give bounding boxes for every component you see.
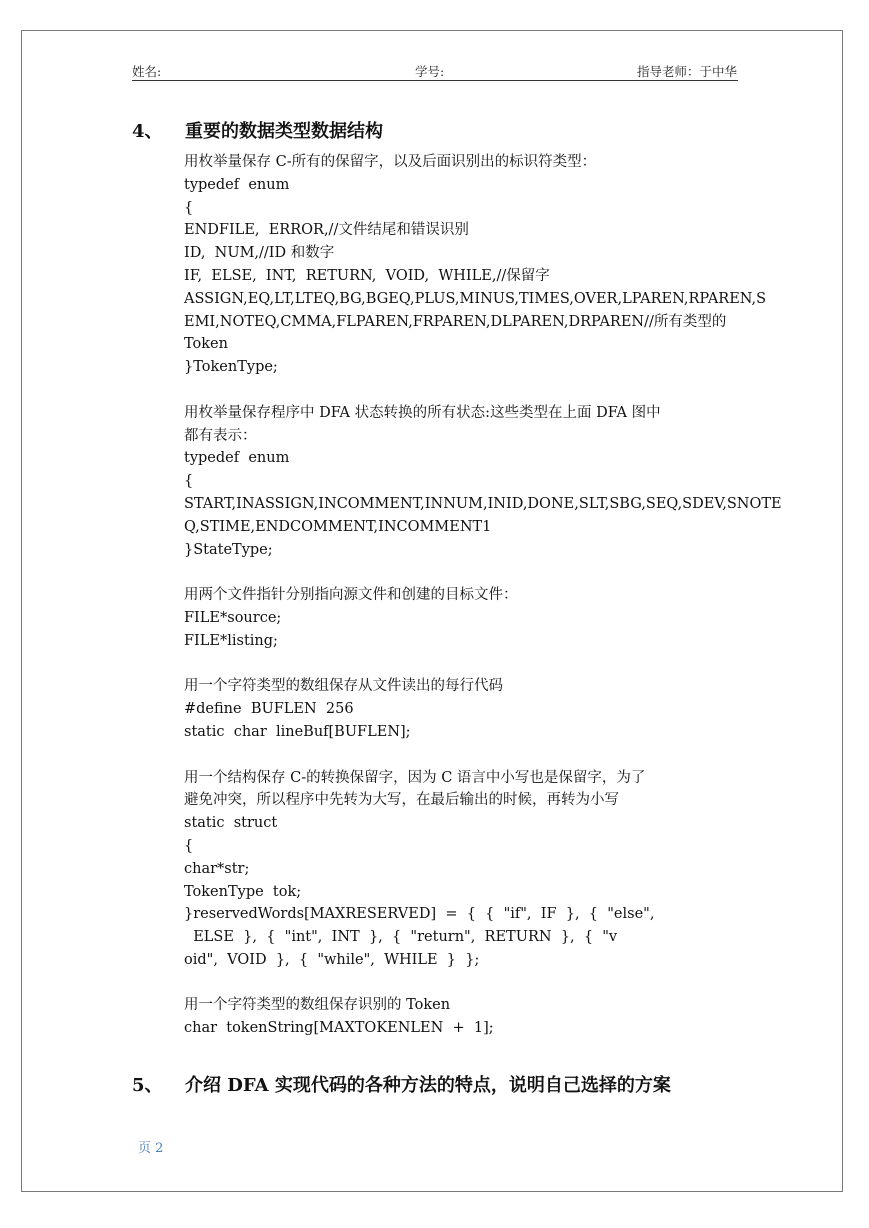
body-line: }reservedWords[MAXRESERVED] = { { "if", IF }, { "else",	[184, 906, 655, 923]
body-line: }StateType;	[184, 541, 273, 558]
body-line: ID, NUM,//ID 和数字	[184, 245, 335, 262]
blank-line	[184, 744, 744, 767]
body-line: 用一个结构保存 C-的转换保留字，因为 C 语言中小写也是保留字，为了	[184, 769, 646, 786]
body-line: 用枚举量保存 C-所有的保留字，以及后面识别出的标识符类型：	[184, 154, 597, 170]
body-line: Token	[184, 336, 228, 353]
section-5-number: 5、	[132, 1075, 163, 1096]
blank-line	[184, 653, 744, 676]
body-line: oid", VOID }, { "while", WHILE } };	[184, 951, 480, 968]
header-rule	[132, 80, 738, 81]
header-name-label: 姓名:	[132, 64, 162, 79]
body-line: 用两个文件指针分别指向源文件和创建的目标文件：	[184, 587, 518, 604]
body-line: 都有表示：	[184, 427, 257, 444]
page-number: 页 2	[138, 1141, 164, 1156]
body-line: 用一个字符类型的数组保存识别的 Token	[184, 997, 451, 1014]
body-line: FILE*listing;	[184, 632, 278, 649]
body-line: TokenType tok;	[184, 883, 302, 900]
body-line: {	[184, 837, 194, 854]
section-4-title: 重要的数据类型数据结构	[185, 121, 383, 142]
body-line: IF, ELSE, INT, RETURN, VOID, WHILE,//保留字	[184, 267, 550, 284]
body-line: char*str;	[184, 860, 250, 877]
body-line: Q,STIME,ENDCOMMENT,INCOMMENT1	[184, 518, 492, 535]
blank-line	[184, 561, 744, 584]
section-4-body	[184, 151, 782, 1040]
body-line: static char lineBuf[BUFLEN];	[184, 723, 411, 740]
section-4-heading	[132, 117, 383, 143]
body-line: #define BUFLEN 256	[184, 701, 354, 718]
body-line: EMI,NOTEQ,CMMA,FLPAREN,FRPAREN,DLPAREN,DRPAREN//所有类型的	[184, 313, 727, 330]
section-5-title: 介绍 DFA 实现代码的各种方法的特点，说明自己选择的方案	[185, 1075, 671, 1096]
body-line: static struct	[184, 815, 278, 832]
body-line: typedef enum	[184, 450, 290, 467]
section-5-heading	[132, 1071, 671, 1097]
body-line: {	[184, 473, 194, 490]
body-line: }TokenType;	[184, 359, 278, 376]
blank-line	[184, 379, 744, 402]
body-line: ELSE }, { "int", INT }, { "return", RETURN }, { "v	[184, 929, 618, 946]
body-line: FILE*source;	[184, 609, 282, 626]
body-line: char tokenString[MAXTOKENLEN + 1];	[184, 1020, 494, 1037]
body-line: {	[184, 199, 194, 216]
body-line: typedef enum	[184, 176, 290, 193]
section-4-number: 4、	[132, 121, 163, 142]
body-line: 用枚举量保存程序中 DFA 状态转换的所有状态:这些类型在上面 DFA 图中	[184, 404, 661, 421]
body-line: 用一个字符类型的数组保存从文件读出的每行代码	[184, 678, 503, 695]
body-line: ASSIGN,EQ,LT,LTEQ,BG,BGEQ,PLUS,MINUS,TIMES,OVER,LPAREN,RPAREN,S	[184, 290, 767, 307]
body-line: START,INASSIGN,INCOMMENT,INNUM,INID,DONE,SLT,SBG,SEQ,SDEV,SNOTE	[184, 495, 782, 512]
header-advisor-label: 指导老师：于中华	[636, 64, 737, 79]
blank-line	[184, 972, 744, 995]
body-line: 避免冲突，所以程序中先转为大写，在最后输出的时候，再转为小写	[184, 792, 619, 809]
body-line: ENDFILE, ERROR,//文件结尾和错误识别	[184, 222, 469, 239]
header-student-id-label: 学号:	[415, 64, 445, 79]
